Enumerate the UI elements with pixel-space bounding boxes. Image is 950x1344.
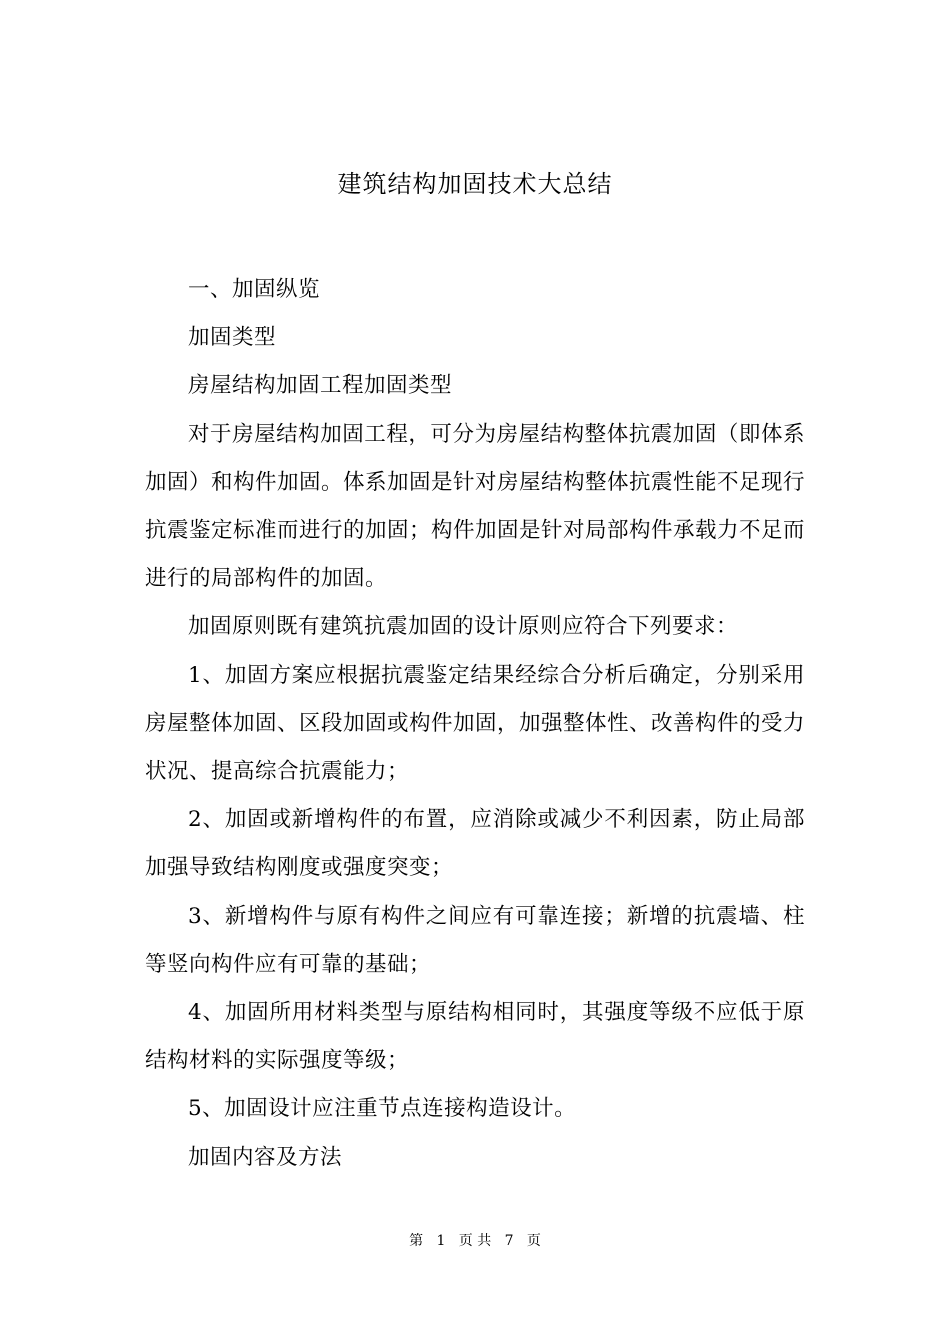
- list-item: 1、加固方案应根据抗震鉴定结果经综合分析后确定，分别采用房屋整体加固、区段加固或构件加固，加强整体性、改善构件的受力状况、提高综合抗震能力；: [145, 662, 806, 785]
- subsection-heading: 加固类型: [188, 325, 277, 351]
- subsection-heading: 房屋结构加固工程加固类型: [188, 373, 453, 399]
- footer-page-number: 1: [436, 1233, 446, 1249]
- page-title: 建筑结构加固技术大总结: [337, 170, 613, 198]
- footer-suffix: 页: [526, 1233, 541, 1249]
- body-paragraph: 加固原则既有建筑抗震加固的设计原则应符合下列要求：: [188, 614, 739, 640]
- footer-total-pages: 7: [504, 1233, 514, 1249]
- document-body: [145, 266, 805, 1182]
- section-heading: 一、加固纵览: [188, 277, 321, 302]
- list-item: 3、新增构件与原有构件之间应有可靠连接；新增的抗震墙、柱等竖向构件应有可靠的基础；: [145, 903, 805, 977]
- list-item: 4、加固所用材料类型与原结构相同时，其强度等级不应低于原结构材料的实际强度等级；: [145, 1000, 805, 1074]
- footer-middle: 页 共: [458, 1233, 492, 1249]
- page-footer: [0, 1231, 950, 1251]
- subsection-heading: 加固内容及方法: [188, 1144, 343, 1170]
- footer-prefix: 第: [409, 1233, 424, 1249]
- body-paragraph: 对于房屋结构加固工程，可分为房屋结构整体抗震加固（即体系加固）和构件加固。体系加固是针对房屋结构整体抗震性能不足现行抗震鉴定标准而进行的加固；构件加固是针对局部构件承载力不足而进行的局部构件的加固。: [145, 421, 806, 592]
- list-item: 5、加固设计应注重节点连接构造设计。: [188, 1096, 577, 1122]
- list-item: 2、加固或新增构件的布置，应消除或减少不利因素，防止局部加强导致结构刚度或强度突变；: [145, 807, 805, 881]
